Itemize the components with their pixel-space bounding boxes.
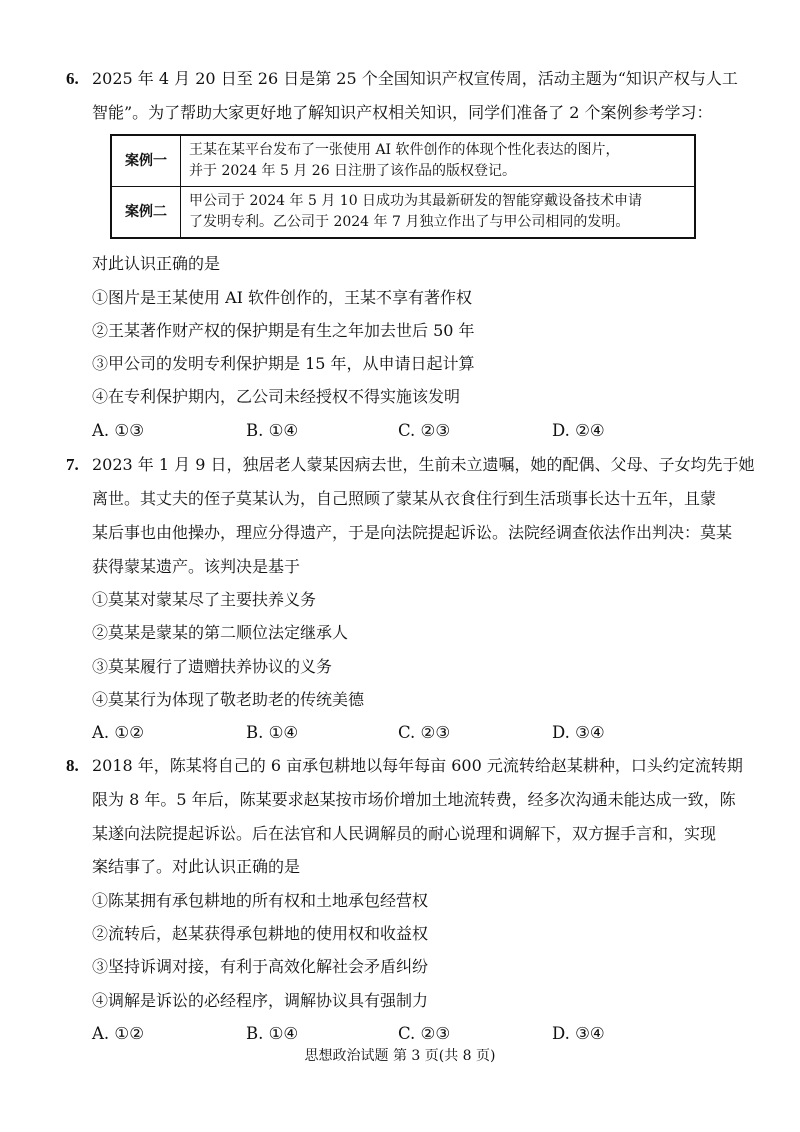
case-label: 案例一 xyxy=(111,135,181,187)
statement-item: ②莫某是蒙某的第二顺位法定继承人 xyxy=(92,623,349,642)
answer-choice-c[interactable]: C. ②③ xyxy=(398,1024,451,1043)
answer-choice-b[interactable]: B. ①④ xyxy=(246,723,299,742)
question-stem-line: 某后事也由他操办，理应分得遗产，于是向法院提起诉讼。法院经调查依法作出判决：莫某 xyxy=(92,523,733,542)
statement-item: ③甲公司的发明专利保护期是 15 年，从申请日起计算 xyxy=(92,354,475,373)
question-stem-line: 某遂向法院提起诉讼。后在法官和人民调解员的耐心说理和调解下，双方握手言和，实现 xyxy=(92,824,717,843)
case-line: 王某在某平台发布了一张使用 AI 软件创作的体现个性化表达的图片， xyxy=(189,142,620,158)
statement-item: ④调解是诉讼的必经程序，调解协议具有强制力 xyxy=(92,991,429,1010)
question-number: 8. xyxy=(66,756,79,775)
statement-item: ③坚持诉调对接，有利于高效化解社会矛盾纠纷 xyxy=(92,957,429,976)
question-stem-line: 限为 8 年。5 年后，陈某要求赵某按市场价增加土地流转费，经多次沟通未能达成一致，陈 xyxy=(92,790,736,809)
statement-item: ④在专利保护期内，乙公司未经授权不得实施该发明 xyxy=(92,387,461,406)
table-row xyxy=(111,135,695,187)
answer-choice-b[interactable]: B. ①④ xyxy=(246,1024,299,1043)
statement-item: ③莫某履行了遗赠扶养协议的义务 xyxy=(92,657,333,676)
statement-item: ②王某著作财产权的保护期是有生之年加去世后 50 年 xyxy=(92,321,475,340)
statement-item: ①莫某对蒙某尽了主要扶养义务 xyxy=(92,590,317,609)
case-line: 了发明专利。乙公司于 2024 年 7 月独立作出了与甲公司相同的发明。 xyxy=(189,214,630,230)
answer-choice-a[interactable]: A. ①② xyxy=(92,723,144,742)
case-table xyxy=(110,134,696,239)
question-stem-line: 2018 年，陈某将自己的 6 亩承包耕地以每年每亩 600 元流转给赵某耕种，口头约定流转期 xyxy=(92,756,743,775)
question-stem-line: 2025 年 4 月 20 日至 26 日是第 25 个全国知识产权宣传周，活动主题为“知识产权与人工 xyxy=(92,69,738,88)
answer-choice-a[interactable]: A. ①② xyxy=(92,1024,144,1043)
case-line: 甲公司于 2024 年 5 月 10 日成功为其最新研发的智能穿戴设备技术申请 xyxy=(189,193,643,209)
answer-choice-a[interactable]: A. ①③ xyxy=(92,421,144,440)
question-number: 6. xyxy=(66,69,79,88)
statement-item: ①图片是王某使用 AI 软件创作的，王某不享有著作权 xyxy=(92,288,473,307)
case-content xyxy=(181,187,696,239)
answer-choice-d[interactable]: D. ③④ xyxy=(552,1024,605,1043)
answer-choice-d[interactable]: D. ③④ xyxy=(552,723,605,742)
question-stem-line: 智能”。为了帮助大家更好地了解知识产权相关知识，同学们准备了 2 个案例参考学习： xyxy=(92,103,713,122)
question-stem-line: 获得蒙某遗产。该判决是基于 xyxy=(92,557,301,576)
answer-choice-d[interactable]: D. ②④ xyxy=(552,421,605,440)
question-stem-line: 案结事了。对此认识正确的是 xyxy=(92,857,301,876)
question-number: 7. xyxy=(66,455,79,474)
answer-choice-c[interactable]: C. ②③ xyxy=(398,421,451,440)
case-content xyxy=(181,135,696,187)
statement-item: ①陈某拥有承包耕地的所有权和土地承包经营权 xyxy=(92,891,429,910)
statement-item: ④莫某行为体现了敬老助老的传统美德 xyxy=(92,690,365,709)
table-row xyxy=(111,187,695,239)
question-stem-line: 2023 年 1 月 9 日，独居老人蒙某因病去世，生前未立遗嘱，她的配偶、父母、子女均先于她 xyxy=(92,455,755,474)
question-stem-line: 离世。其丈夫的侄子莫某认为，自己照顾了蒙某从衣食住行到生活琐事长达十五年，且蒙 xyxy=(92,489,717,508)
case-line: 并于 2024 年 5 月 26 日注册了该作品的版权登记。 xyxy=(189,163,517,179)
question-prompt: 对此认识正确的是 xyxy=(92,254,221,273)
page-footer: 思想政治试题 第 3 页(共 8 页) xyxy=(304,1048,496,1064)
answer-choice-b[interactable]: B. ①④ xyxy=(246,421,299,440)
answer-choice-c[interactable]: C. ②③ xyxy=(398,723,451,742)
case-label: 案例二 xyxy=(111,187,181,239)
statement-item: ②流转后，赵某获得承包耕地的使用权和收益权 xyxy=(92,924,429,943)
